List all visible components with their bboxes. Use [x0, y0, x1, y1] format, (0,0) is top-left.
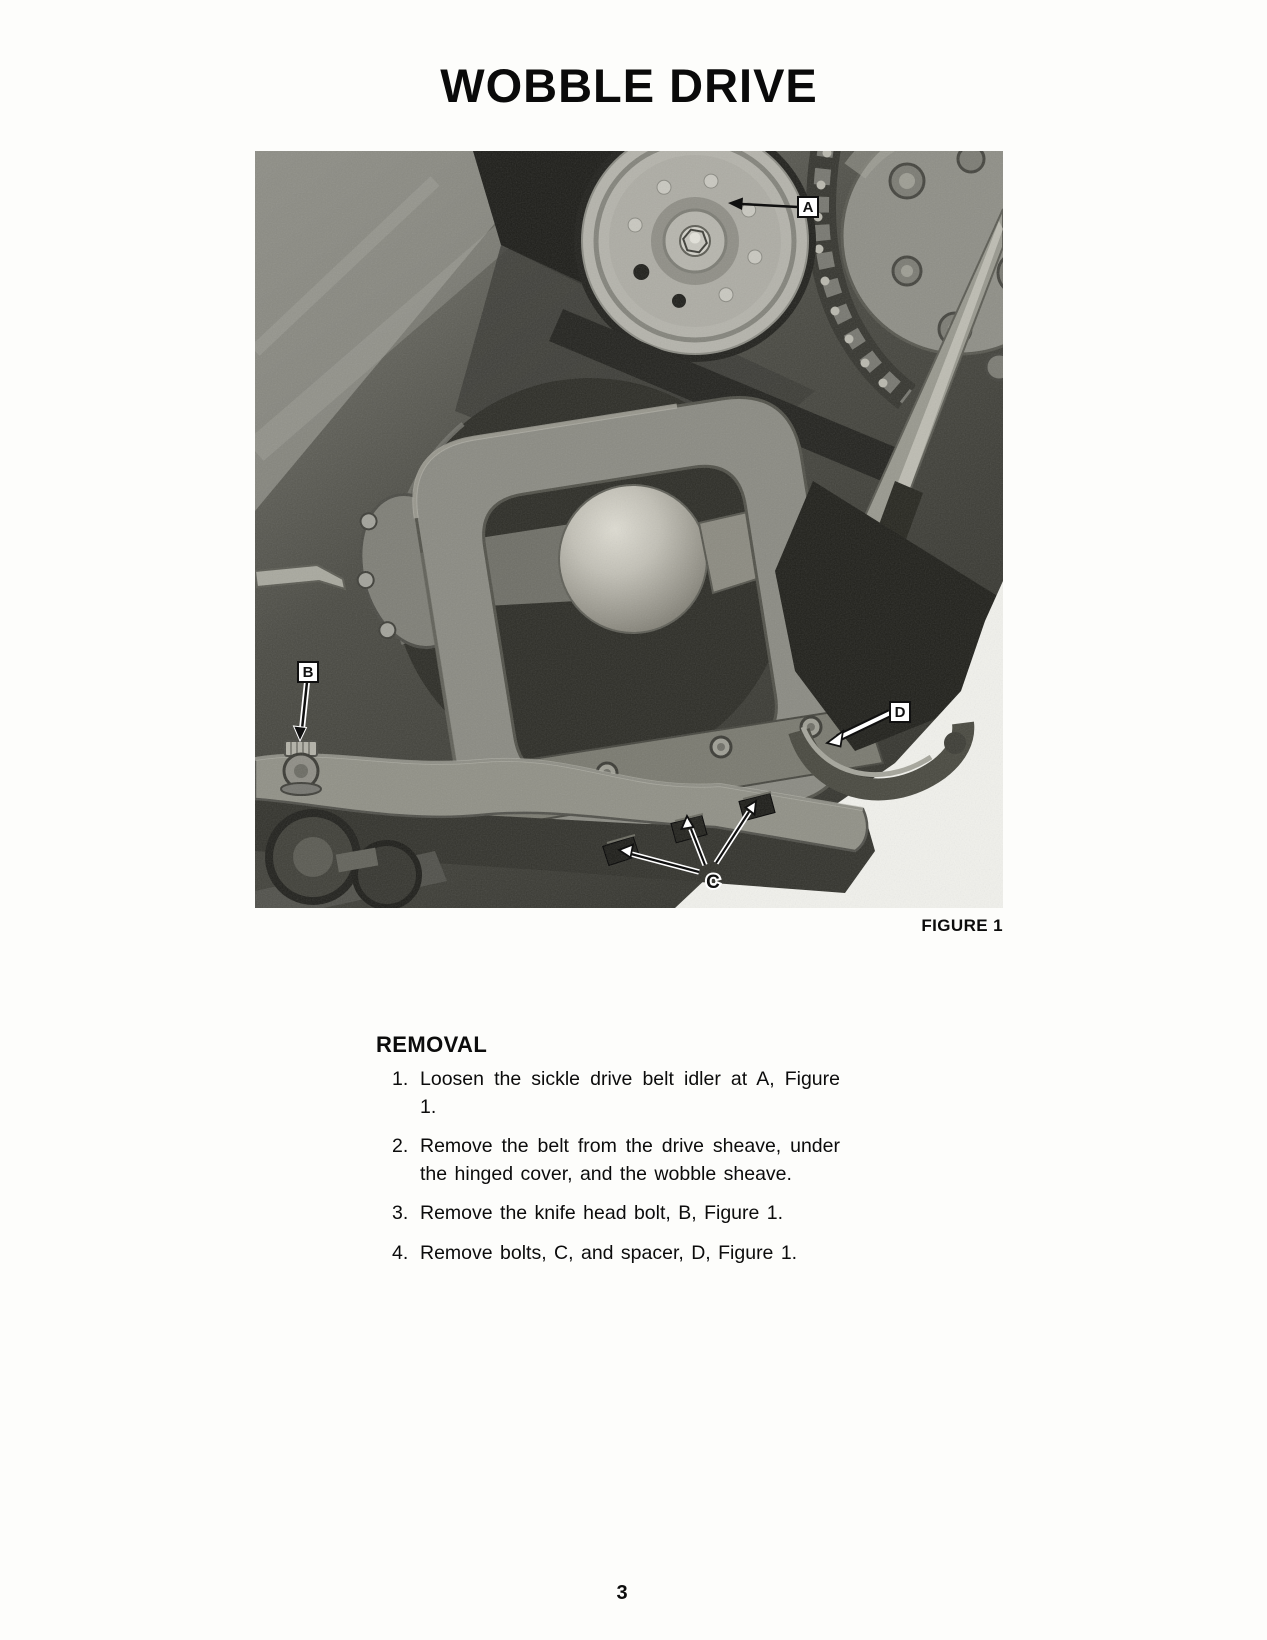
step-number: 3. [392, 1202, 409, 1224]
page-title: WOBBLE DRIVE [440, 59, 818, 112]
photo-scene [255, 151, 1003, 908]
callout-d-letter: D [894, 704, 906, 721]
figure-photo [255, 151, 1003, 908]
step-item [392, 1200, 842, 1228]
callout-c-letter: C [706, 872, 720, 893]
removal-steps [392, 1066, 842, 1279]
removal-heading: REMOVAL [376, 1032, 488, 1057]
step-text: Remove the belt from the drive sheave, under the hinged cover, and the wobble sheave. [420, 1135, 840, 1185]
step-text: Loosen the sickle drive belt idler at A, Figure 1. [420, 1068, 840, 1118]
step-text: Remove the knife head bolt, B, Figure 1. [420, 1202, 784, 1224]
callout-b-letter: B [302, 664, 314, 681]
photo-grain [255, 151, 1003, 908]
wobble-drive-photo-illustration [255, 151, 1003, 908]
step-item [392, 1240, 842, 1268]
step-number: 2. [392, 1135, 409, 1157]
step-item [392, 1133, 842, 1188]
step-text: Remove bolts, C, and spacer, D, Figure 1. [420, 1241, 798, 1264]
step-item [392, 1066, 842, 1121]
figure-caption: FIGURE 1 [921, 916, 1003, 935]
step-number: 1. [392, 1068, 409, 1090]
step-number: 4. [392, 1241, 409, 1264]
callout-a-letter: A [802, 199, 814, 216]
page-number: 3 [616, 1582, 628, 1604]
